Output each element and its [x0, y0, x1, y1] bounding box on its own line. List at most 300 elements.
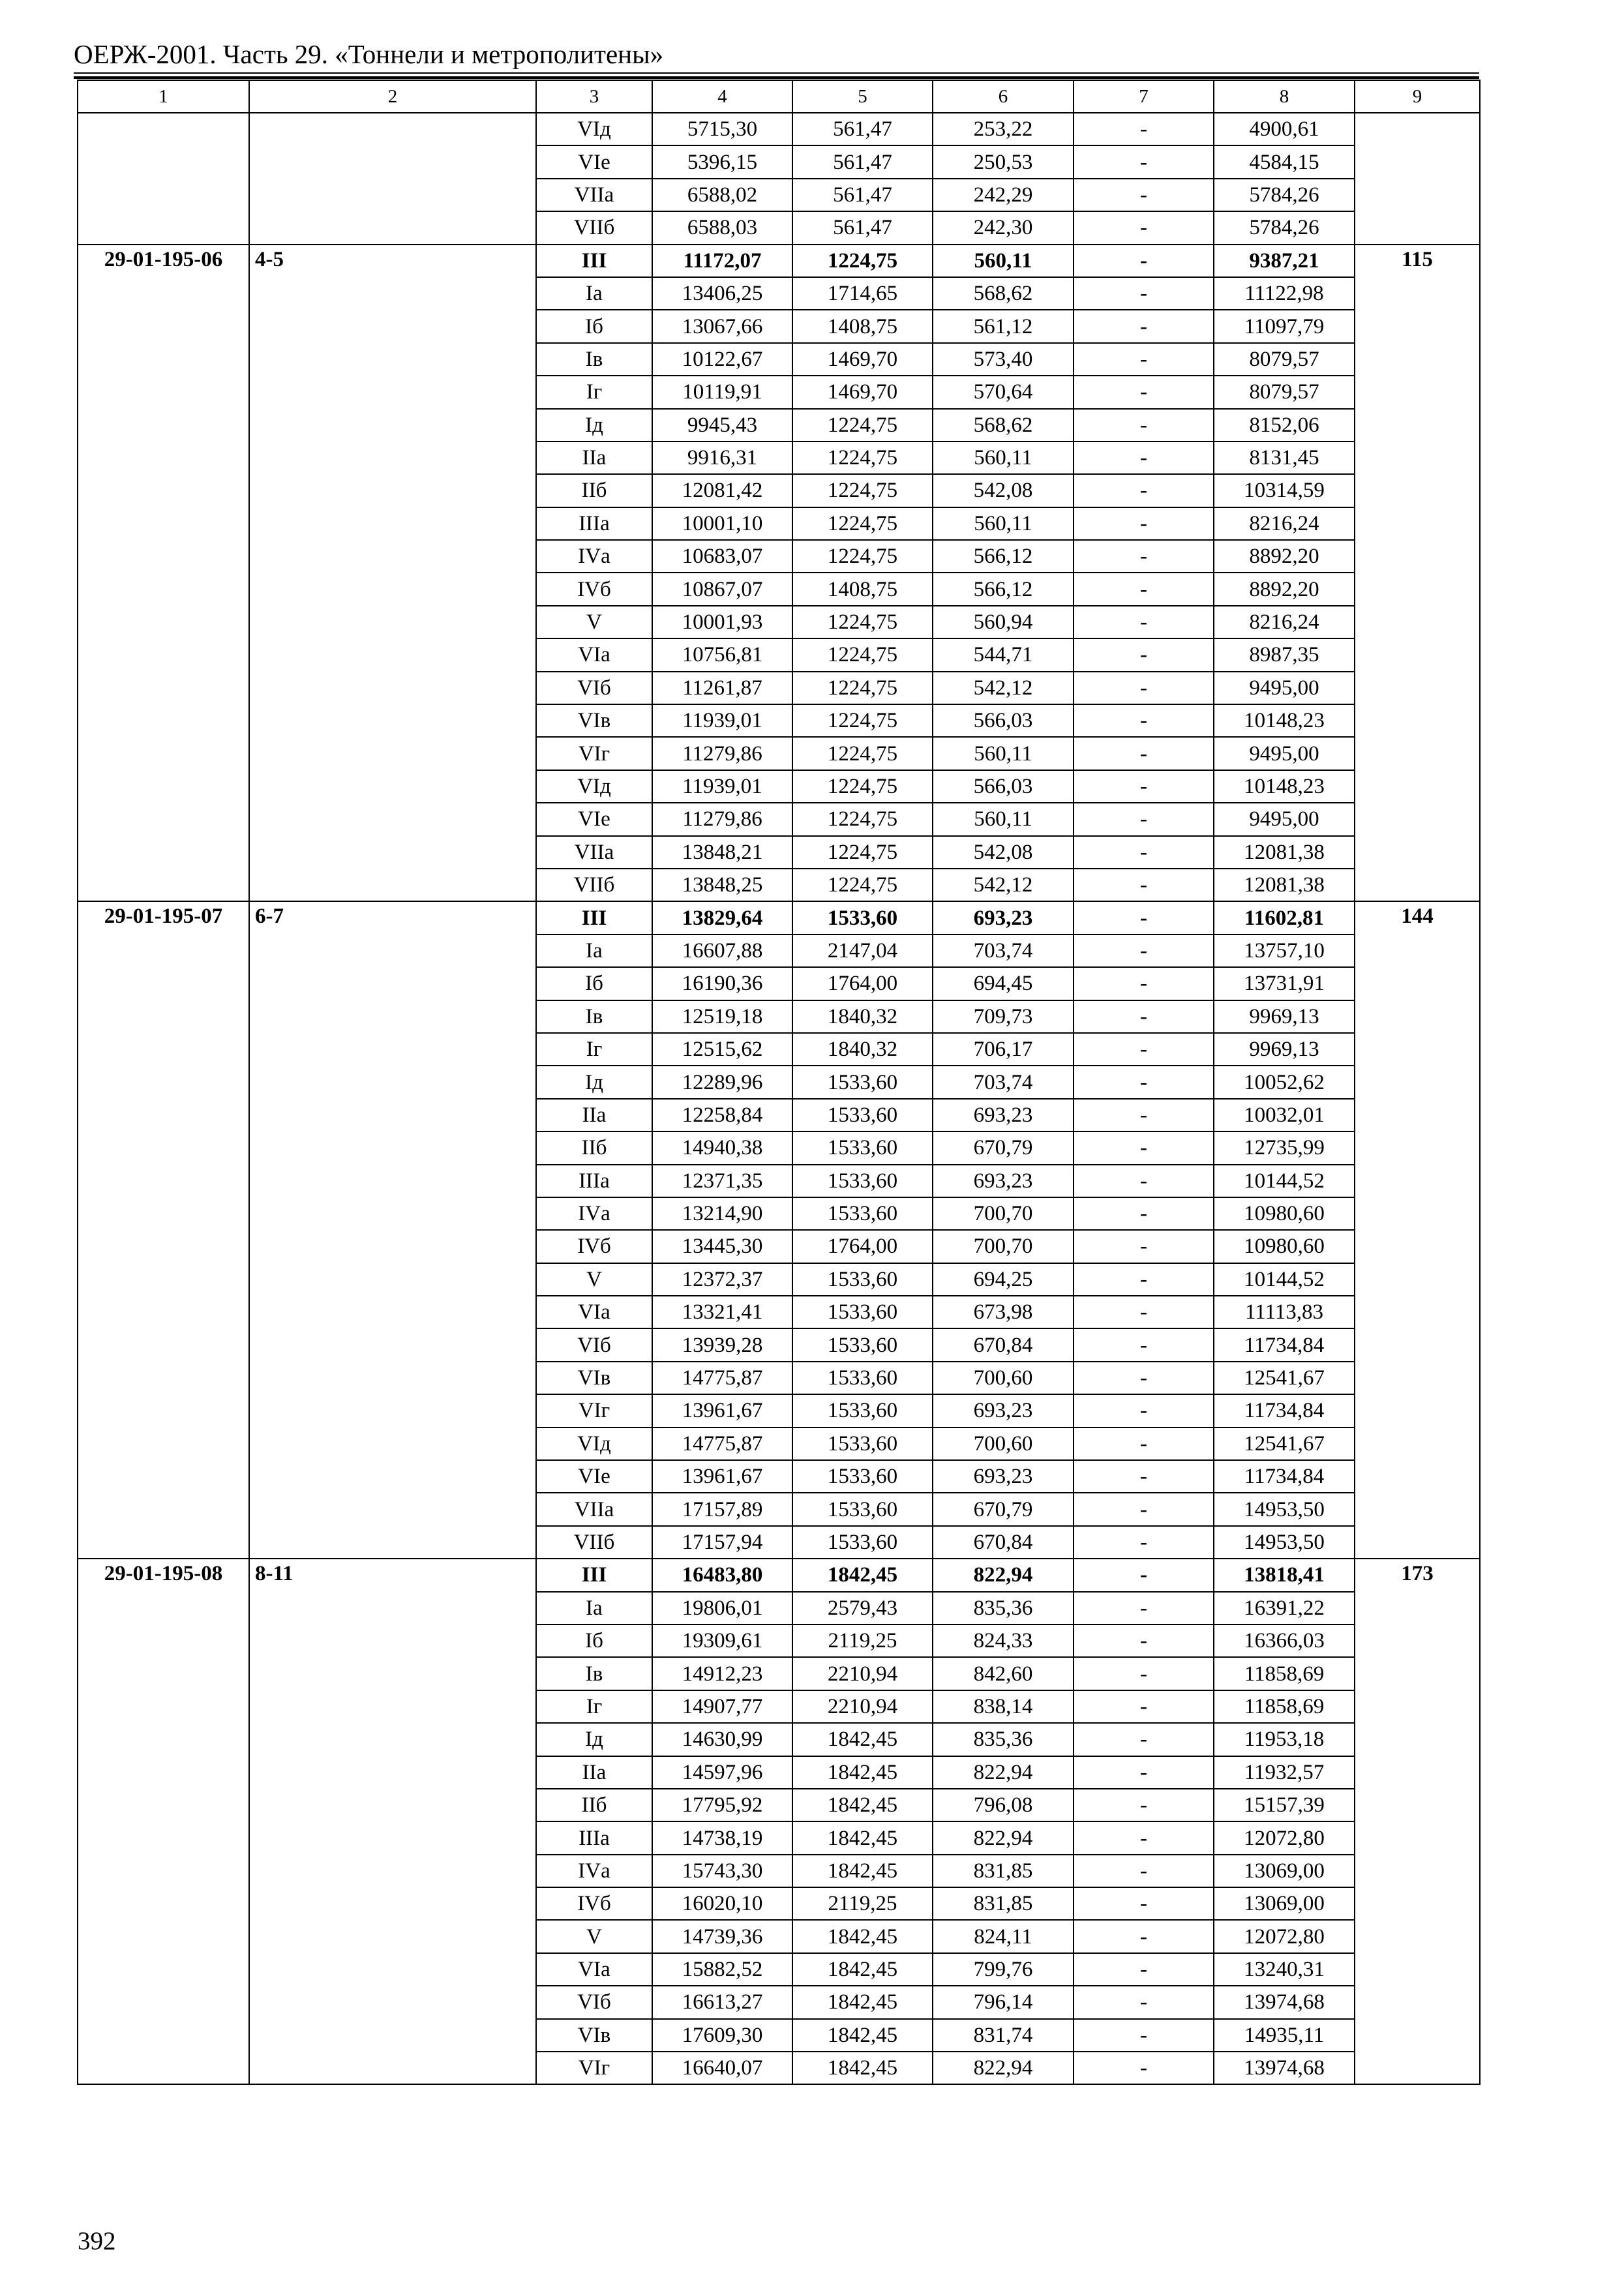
materials-cost-cell: 8892,20: [1214, 573, 1355, 605]
page-number: 392: [78, 2227, 116, 2255]
zone-cell: Iб: [536, 1624, 652, 1657]
column-number: 1: [78, 80, 249, 113]
machine-cost-cell: 694,45: [933, 967, 1074, 1000]
machine-cost-cell: 560,11: [933, 507, 1074, 540]
column-number: 7: [1074, 80, 1214, 113]
zone-cell: Iв: [536, 1657, 652, 1690]
total-cost-cell: 19806,01: [652, 1592, 792, 1624]
materials-cost-cell: 11734,84: [1214, 1394, 1355, 1427]
materials-cost-cell: 10980,60: [1214, 1197, 1355, 1230]
zone-cell: VIг: [536, 737, 652, 770]
machine-cost-cell: 560,11: [933, 737, 1074, 770]
driver-wage-cell: -: [1074, 1263, 1214, 1296]
table-row: [78, 113, 1480, 145]
total-cost-cell: 9945,43: [652, 409, 792, 441]
zone-cell: IIб: [536, 474, 652, 507]
zone-cell: VIе: [536, 1460, 652, 1493]
zone-cell: VIа: [536, 638, 652, 671]
rate-code-cell: 29-01-195-08: [78, 1559, 249, 2084]
total-cost-cell: 9916,31: [652, 441, 792, 474]
labor-cost-cell: 1842,45: [792, 2052, 933, 2084]
driver-wage-cell: -: [1074, 1428, 1214, 1460]
materials-cost-cell: 11097,79: [1214, 310, 1355, 342]
labor-cost-cell: 1224,75: [792, 245, 933, 277]
materials-cost-cell: 12541,67: [1214, 1428, 1355, 1460]
machine-cost-cell: 835,36: [933, 1592, 1074, 1624]
rate-code-cell: 29-01-195-07: [78, 901, 249, 1559]
machine-cost-cell: 700,60: [933, 1428, 1074, 1460]
machine-cost-cell: 694,25: [933, 1263, 1074, 1296]
materials-cost-cell: 13757,10: [1214, 935, 1355, 967]
materials-cost-cell: 14935,11: [1214, 2019, 1355, 2052]
zone-cell: Iа: [536, 935, 652, 967]
machine-cost-cell: 242,29: [933, 179, 1074, 211]
driver-wage-cell: -: [1074, 1920, 1214, 1952]
materials-cost-cell: 8079,57: [1214, 376, 1355, 408]
total-cost-cell: 13214,90: [652, 1197, 792, 1230]
total-cost-cell: 16020,10: [652, 1887, 792, 1920]
materials-cost-cell: 12081,38: [1214, 869, 1355, 901]
zone-cell: IIIа: [536, 507, 652, 540]
driver-wage-cell: -: [1074, 474, 1214, 507]
labor-cost-cell: 1224,75: [792, 409, 933, 441]
materials-cost-cell: 16366,03: [1214, 1624, 1355, 1657]
labor-hours-cell: 144: [1355, 901, 1480, 1559]
driver-wage-cell: -: [1074, 638, 1214, 671]
machine-cost-cell: 693,23: [933, 1460, 1074, 1493]
materials-cost-cell: 9387,21: [1214, 245, 1355, 277]
zone-cell: VIIб: [536, 211, 652, 244]
total-cost-cell: 10756,81: [652, 638, 792, 671]
machine-cost-cell: 831,85: [933, 1887, 1074, 1920]
zone-cell: V: [536, 1920, 652, 1952]
materials-cost-cell: 14953,50: [1214, 1526, 1355, 1559]
labor-cost-cell: 1224,75: [792, 540, 933, 573]
materials-cost-cell: 11113,83: [1214, 1296, 1355, 1328]
materials-cost-cell: 13818,41: [1214, 1559, 1355, 1591]
machine-cost-cell: 670,79: [933, 1493, 1074, 1525]
materials-cost-cell: 10148,23: [1214, 704, 1355, 737]
materials-cost-cell: 8987,35: [1214, 638, 1355, 671]
driver-wage-cell: -: [1074, 1526, 1214, 1559]
machine-cost-cell: 703,74: [933, 935, 1074, 967]
materials-cost-cell: 13974,68: [1214, 2052, 1355, 2084]
section-number-cell: [249, 113, 536, 245]
table-row: [78, 901, 1480, 934]
total-cost-cell: 10122,67: [652, 343, 792, 376]
labor-cost-cell: 2119,25: [792, 1887, 933, 1920]
labor-cost-cell: 1533,60: [792, 1296, 933, 1328]
labor-cost-cell: 1533,60: [792, 1428, 933, 1460]
driver-wage-cell: -: [1074, 573, 1214, 605]
machine-cost-cell: 560,11: [933, 803, 1074, 835]
total-cost-cell: 16607,88: [652, 935, 792, 967]
materials-cost-cell: 10144,52: [1214, 1263, 1355, 1296]
machine-cost-cell: 831,74: [933, 2019, 1074, 2052]
driver-wage-cell: -: [1074, 1887, 1214, 1920]
zone-cell: Iд: [536, 409, 652, 441]
driver-wage-cell: -: [1074, 869, 1214, 901]
zone-cell: IVб: [536, 1887, 652, 1920]
total-cost-cell: 11261,87: [652, 672, 792, 704]
machine-cost-cell: 544,71: [933, 638, 1074, 671]
materials-cost-cell: 10052,62: [1214, 1066, 1355, 1098]
driver-wage-cell: -: [1074, 1953, 1214, 1986]
total-cost-cell: 17157,94: [652, 1526, 792, 1559]
driver-wage-cell: -: [1074, 770, 1214, 803]
total-cost-cell: 14907,77: [652, 1690, 792, 1723]
column-number: 4: [652, 80, 792, 113]
zone-cell: IVа: [536, 540, 652, 573]
labor-cost-cell: 1840,32: [792, 1033, 933, 1066]
zone-cell: IIIа: [536, 1165, 652, 1197]
labor-cost-cell: 1533,60: [792, 1099, 933, 1131]
labor-cost-cell: 1764,00: [792, 967, 933, 1000]
total-cost-cell: 15743,30: [652, 1855, 792, 1887]
driver-wage-cell: -: [1074, 145, 1214, 178]
total-cost-cell: 14597,96: [652, 1756, 792, 1789]
driver-wage-cell: -: [1074, 245, 1214, 277]
machine-cost-cell: 242,30: [933, 211, 1074, 244]
materials-cost-cell: 5784,26: [1214, 179, 1355, 211]
materials-cost-cell: 13069,00: [1214, 1855, 1355, 1887]
machine-cost-cell: 799,76: [933, 1953, 1074, 1986]
machine-cost-cell: 700,70: [933, 1230, 1074, 1263]
driver-wage-cell: -: [1074, 1362, 1214, 1394]
materials-cost-cell: 8079,57: [1214, 343, 1355, 376]
machine-cost-cell: 573,40: [933, 343, 1074, 376]
materials-cost-cell: 10314,59: [1214, 474, 1355, 507]
zone-cell: VIд: [536, 1428, 652, 1460]
materials-cost-cell: 13240,31: [1214, 1953, 1355, 1986]
machine-cost-cell: 822,94: [933, 1756, 1074, 1789]
labor-cost-cell: 1533,60: [792, 1165, 933, 1197]
labor-cost-cell: 1224,75: [792, 770, 933, 803]
driver-wage-cell: -: [1074, 1099, 1214, 1131]
materials-cost-cell: 10144,52: [1214, 1165, 1355, 1197]
column-number-row: [78, 80, 1480, 113]
labor-cost-cell: 1224,75: [792, 737, 933, 770]
labor-cost-cell: 1533,60: [792, 1328, 933, 1361]
labor-cost-cell: 1840,32: [792, 1000, 933, 1033]
machine-cost-cell: 542,12: [933, 672, 1074, 704]
zone-cell: IIб: [536, 1789, 652, 1821]
labor-cost-cell: 1408,75: [792, 310, 933, 342]
driver-wage-cell: -: [1074, 1559, 1214, 1591]
machine-cost-cell: 560,11: [933, 245, 1074, 277]
labor-cost-cell: 1533,60: [792, 1460, 933, 1493]
total-cost-cell: 10867,07: [652, 573, 792, 605]
labor-cost-cell: 1469,70: [792, 343, 933, 376]
total-cost-cell: 12258,84: [652, 1099, 792, 1131]
driver-wage-cell: -: [1074, 2019, 1214, 2052]
machine-cost-cell: 560,11: [933, 441, 1074, 474]
machine-cost-cell: 673,98: [933, 1296, 1074, 1328]
labor-cost-cell: 1533,60: [792, 1493, 933, 1525]
total-cost-cell: 14738,19: [652, 1821, 792, 1854]
driver-wage-cell: -: [1074, 803, 1214, 835]
zone-cell: VIIа: [536, 179, 652, 211]
rate-code-cell: 29-01-195-06: [78, 245, 249, 902]
total-cost-cell: 14912,23: [652, 1657, 792, 1690]
machine-cost-cell: 561,12: [933, 310, 1074, 342]
labor-cost-cell: 1224,75: [792, 474, 933, 507]
machine-cost-cell: 796,14: [933, 1986, 1074, 2018]
total-cost-cell: 12081,42: [652, 474, 792, 507]
zone-cell: VIг: [536, 1394, 652, 1427]
zone-cell: Iв: [536, 343, 652, 376]
total-cost-cell: 15882,52: [652, 1953, 792, 1986]
zone-cell: VIд: [536, 113, 652, 145]
materials-cost-cell: 11122,98: [1214, 277, 1355, 310]
zone-cell: V: [536, 606, 652, 638]
zone-cell: Iб: [536, 967, 652, 1000]
zone-cell: IVа: [536, 1855, 652, 1887]
rate-code-cell: [78, 113, 249, 245]
materials-cost-cell: 8216,24: [1214, 507, 1355, 540]
materials-cost-cell: 8131,45: [1214, 441, 1355, 474]
total-cost-cell: 11172,07: [652, 245, 792, 277]
zone-cell: VIа: [536, 1296, 652, 1328]
materials-cost-cell: 10032,01: [1214, 1099, 1355, 1131]
machine-cost-cell: 693,23: [933, 901, 1074, 934]
total-cost-cell: 11939,01: [652, 704, 792, 737]
labor-cost-cell: 1533,60: [792, 1526, 933, 1559]
total-cost-cell: 17157,89: [652, 1493, 792, 1525]
section-number-cell: 8-11: [249, 1559, 536, 2084]
total-cost-cell: 11279,86: [652, 803, 792, 835]
machine-cost-cell: 670,84: [933, 1526, 1074, 1559]
labor-cost-cell: 1224,75: [792, 507, 933, 540]
machine-cost-cell: 700,70: [933, 1197, 1074, 1230]
labor-cost-cell: 1533,60: [792, 1066, 933, 1098]
total-cost-cell: 12519,18: [652, 1000, 792, 1033]
total-cost-cell: 13961,67: [652, 1394, 792, 1427]
labor-cost-cell: 1469,70: [792, 376, 933, 408]
total-cost-cell: 16613,27: [652, 1986, 792, 2018]
zone-cell: Iв: [536, 1000, 652, 1033]
labor-cost-cell: 2147,04: [792, 935, 933, 967]
labor-cost-cell: 1408,75: [792, 573, 933, 605]
machine-cost-cell: 706,17: [933, 1033, 1074, 1066]
rates-table-body: [78, 80, 1480, 2084]
materials-cost-cell: 14953,50: [1214, 1493, 1355, 1525]
materials-cost-cell: 8216,24: [1214, 606, 1355, 638]
labor-cost-cell: 1714,65: [792, 277, 933, 310]
total-cost-cell: 13067,66: [652, 310, 792, 342]
total-cost-cell: 19309,61: [652, 1624, 792, 1657]
total-cost-cell: 13961,67: [652, 1460, 792, 1493]
zone-cell: VIв: [536, 2019, 652, 2052]
machine-cost-cell: 831,85: [933, 1855, 1074, 1887]
labor-cost-cell: 2579,43: [792, 1592, 933, 1624]
materials-cost-cell: 12081,38: [1214, 836, 1355, 869]
driver-wage-cell: -: [1074, 507, 1214, 540]
materials-cost-cell: 4900,61: [1214, 113, 1355, 145]
driver-wage-cell: -: [1074, 606, 1214, 638]
labor-hours-cell: [1355, 113, 1480, 245]
labor-cost-cell: 1533,60: [792, 1131, 933, 1164]
driver-wage-cell: -: [1074, 1690, 1214, 1723]
machine-cost-cell: 253,22: [933, 113, 1074, 145]
machine-cost-cell: 542,08: [933, 836, 1074, 869]
materials-cost-cell: 15157,39: [1214, 1789, 1355, 1821]
total-cost-cell: 10119,91: [652, 376, 792, 408]
total-cost-cell: 14739,36: [652, 1920, 792, 1952]
machine-cost-cell: 566,12: [933, 540, 1074, 573]
zone-cell: VIIа: [536, 1493, 652, 1525]
machine-cost-cell: 703,74: [933, 1066, 1074, 1098]
column-number: 5: [792, 80, 933, 113]
column-number: 9: [1355, 80, 1480, 113]
labor-cost-cell: 1842,45: [792, 2019, 933, 2052]
materials-cost-cell: 13974,68: [1214, 1986, 1355, 2018]
driver-wage-cell: -: [1074, 935, 1214, 967]
total-cost-cell: 16640,07: [652, 2052, 792, 2084]
materials-cost-cell: 13731,91: [1214, 967, 1355, 1000]
labor-cost-cell: 1842,45: [792, 1756, 933, 1789]
machine-cost-cell: 693,23: [933, 1394, 1074, 1427]
total-cost-cell: 10683,07: [652, 540, 792, 573]
materials-cost-cell: 16391,22: [1214, 1592, 1355, 1624]
machine-cost-cell: 835,36: [933, 1723, 1074, 1756]
driver-wage-cell: -: [1074, 672, 1214, 704]
driver-wage-cell: -: [1074, 967, 1214, 1000]
zone-cell: Iд: [536, 1066, 652, 1098]
driver-wage-cell: -: [1074, 836, 1214, 869]
machine-cost-cell: 693,23: [933, 1099, 1074, 1131]
materials-cost-cell: 10148,23: [1214, 770, 1355, 803]
labor-hours-cell: 173: [1355, 1559, 1480, 2084]
labor-cost-cell: 1533,60: [792, 1197, 933, 1230]
column-number: 2: [249, 80, 536, 113]
total-cost-cell: 13829,64: [652, 901, 792, 934]
column-number: 8: [1214, 80, 1355, 113]
driver-wage-cell: -: [1074, 1460, 1214, 1493]
total-cost-cell: 17795,92: [652, 1789, 792, 1821]
total-cost-cell: 13939,28: [652, 1328, 792, 1361]
driver-wage-cell: -: [1074, 1723, 1214, 1756]
zone-cell: IVа: [536, 1197, 652, 1230]
total-cost-cell: 16190,36: [652, 967, 792, 1000]
total-cost-cell: 12289,96: [652, 1066, 792, 1098]
total-cost-cell: 12371,35: [652, 1165, 792, 1197]
driver-wage-cell: -: [1074, 1986, 1214, 2018]
machine-cost-cell: 842,60: [933, 1657, 1074, 1690]
section-number-cell: 4-5: [249, 245, 536, 902]
driver-wage-cell: -: [1074, 1624, 1214, 1657]
labor-cost-cell: 1842,45: [792, 1559, 933, 1591]
materials-cost-cell: 5784,26: [1214, 211, 1355, 244]
zone-cell: III: [536, 245, 652, 277]
materials-cost-cell: 13069,00: [1214, 1887, 1355, 1920]
zone-cell: VIв: [536, 704, 652, 737]
zone-cell: Iа: [536, 277, 652, 310]
machine-cost-cell: 542,12: [933, 869, 1074, 901]
rates-table-container: [77, 80, 1479, 2085]
labor-cost-cell: 1533,60: [792, 1263, 933, 1296]
zone-cell: VIе: [536, 803, 652, 835]
zone-cell: Iг: [536, 376, 652, 408]
machine-cost-cell: 822,94: [933, 2052, 1074, 2084]
driver-wage-cell: -: [1074, 1131, 1214, 1164]
machine-cost-cell: 693,23: [933, 1165, 1074, 1197]
materials-cost-cell: 9969,13: [1214, 1033, 1355, 1066]
materials-cost-cell: 8152,06: [1214, 409, 1355, 441]
labor-cost-cell: 1224,75: [792, 836, 933, 869]
machine-cost-cell: 568,62: [933, 277, 1074, 310]
total-cost-cell: 10001,10: [652, 507, 792, 540]
zone-cell: IIа: [536, 441, 652, 474]
labor-cost-cell: 561,47: [792, 145, 933, 178]
materials-cost-cell: 11734,84: [1214, 1460, 1355, 1493]
driver-wage-cell: -: [1074, 1033, 1214, 1066]
zone-cell: VIе: [536, 145, 652, 178]
zone-cell: VIа: [536, 1953, 652, 1986]
materials-cost-cell: 9495,00: [1214, 737, 1355, 770]
zone-cell: IIа: [536, 1756, 652, 1789]
driver-wage-cell: -: [1074, 343, 1214, 376]
total-cost-cell: 14775,87: [652, 1362, 792, 1394]
labor-cost-cell: 1764,00: [792, 1230, 933, 1263]
materials-cost-cell: 12735,99: [1214, 1131, 1355, 1164]
zone-cell: IVб: [536, 573, 652, 605]
labor-cost-cell: 561,47: [792, 211, 933, 244]
column-number: 3: [536, 80, 652, 113]
machine-cost-cell: 560,94: [933, 606, 1074, 638]
zone-cell: Iг: [536, 1690, 652, 1723]
rates-table: [77, 80, 1481, 2085]
driver-wage-cell: -: [1074, 441, 1214, 474]
machine-cost-cell: 566,03: [933, 704, 1074, 737]
driver-wage-cell: -: [1074, 1789, 1214, 1821]
total-cost-cell: 14630,99: [652, 1723, 792, 1756]
driver-wage-cell: -: [1074, 540, 1214, 573]
table-row: [78, 245, 1480, 277]
driver-wage-cell: -: [1074, 1296, 1214, 1328]
zone-cell: Iб: [536, 310, 652, 342]
total-cost-cell: 5396,15: [652, 145, 792, 178]
total-cost-cell: 16483,80: [652, 1559, 792, 1591]
machine-cost-cell: 250,53: [933, 145, 1074, 178]
zone-cell: VIв: [536, 1362, 652, 1394]
total-cost-cell: 10001,93: [652, 606, 792, 638]
total-cost-cell: 11279,86: [652, 737, 792, 770]
zone-cell: III: [536, 1559, 652, 1591]
labor-cost-cell: 2119,25: [792, 1624, 933, 1657]
driver-wage-cell: -: [1074, 901, 1214, 934]
labor-cost-cell: 1842,45: [792, 1723, 933, 1756]
labor-cost-cell: 1533,60: [792, 901, 933, 934]
driver-wage-cell: -: [1074, 704, 1214, 737]
zone-cell: VIIб: [536, 869, 652, 901]
labor-cost-cell: 1842,45: [792, 1855, 933, 1887]
zone-cell: IIб: [536, 1131, 652, 1164]
machine-cost-cell: 670,84: [933, 1328, 1074, 1361]
labor-cost-cell: 1224,75: [792, 704, 933, 737]
driver-wage-cell: -: [1074, 1756, 1214, 1789]
machine-cost-cell: 566,03: [933, 770, 1074, 803]
driver-wage-cell: -: [1074, 1197, 1214, 1230]
labor-cost-cell: 561,47: [792, 179, 933, 211]
total-cost-cell: 6588,02: [652, 179, 792, 211]
zone-cell: Iа: [536, 1592, 652, 1624]
labor-cost-cell: 1224,75: [792, 803, 933, 835]
driver-wage-cell: -: [1074, 277, 1214, 310]
machine-cost-cell: 838,14: [933, 1690, 1074, 1723]
table-row: [78, 1559, 1480, 1591]
zone-cell: IIа: [536, 1099, 652, 1131]
